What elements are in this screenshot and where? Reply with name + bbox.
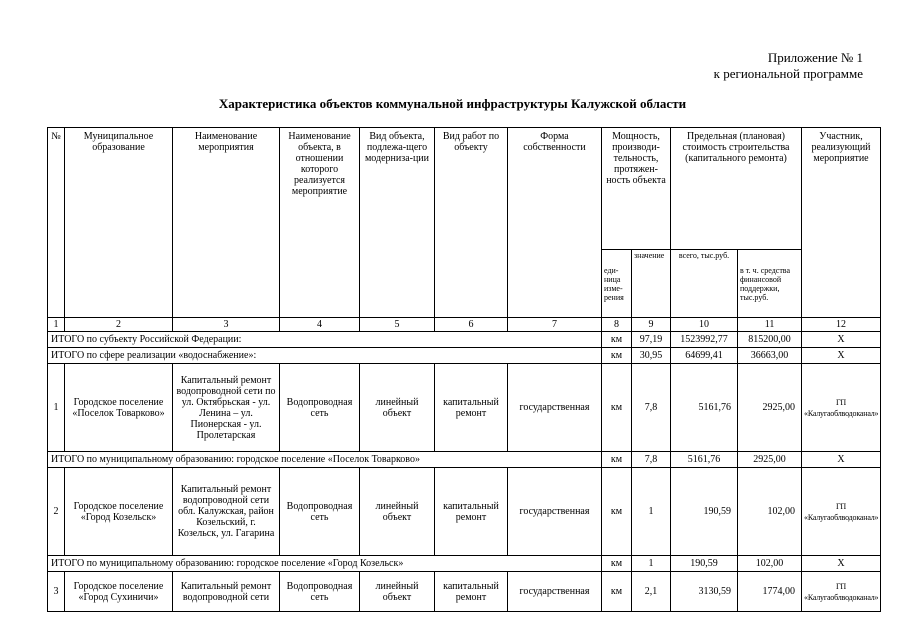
subtotal-unit: км — [602, 556, 632, 572]
summary-participant: X — [802, 348, 881, 364]
column-number: 1 — [48, 318, 65, 332]
item-object-name: Водопроводная сеть — [280, 364, 360, 452]
document-title: Характеристика объектов коммунальной инфраструктуры Калужской области — [218, 96, 687, 111]
item-num: 3 — [48, 572, 65, 612]
item-value: 1 — [632, 468, 671, 556]
item-work-type: капитальный ремонт — [435, 364, 508, 452]
subtotal-participant: X — [802, 452, 881, 468]
column-number: 6 — [435, 318, 508, 332]
table-row — [48, 364, 881, 452]
header-financial: в т. ч. средства финансовой поддержки, тыс.руб. — [738, 250, 802, 318]
subtotal-financial: 2925,00 — [738, 452, 802, 468]
summary-label: ИТОГО по сфере реализации «водоснабжение»: — [48, 348, 602, 364]
summary-total: 1523992,77 — [671, 332, 738, 348]
subtotal-row — [48, 556, 881, 572]
item-unit: км — [602, 572, 632, 612]
item-object-type: линейный объект — [360, 572, 435, 612]
item-total: 190,59 — [671, 468, 738, 556]
header-total: всего, тыс.руб. — [671, 250, 738, 318]
table-row — [48, 572, 881, 612]
header-unit: еди-ница изме-рения — [602, 250, 632, 318]
item-financial: 1774,00 — [738, 572, 802, 612]
summary-participant: X — [802, 332, 881, 348]
item-total: 3130,59 — [671, 572, 738, 612]
item-unit: км — [602, 364, 632, 452]
table-row — [48, 468, 881, 556]
summary-total: 64699,41 — [671, 348, 738, 364]
item-participant: ГП «Калугаоблводоканал» — [802, 468, 881, 556]
header-num: № — [48, 128, 65, 318]
subtotal-value: 7,8 — [632, 452, 671, 468]
header-object-type: Вид объекта, подлежа-щего модерниза-ции — [360, 128, 435, 318]
column-number: 3 — [173, 318, 280, 332]
item-ownership: государственная — [508, 364, 602, 452]
item-value: 2,1 — [632, 572, 671, 612]
header-work-type: Вид работ по объекту — [435, 128, 508, 318]
column-number: 8 — [602, 318, 632, 332]
summary-financial: 36663,00 — [738, 348, 802, 364]
item-financial: 2925,00 — [738, 364, 802, 452]
subtotal-unit: км — [602, 452, 632, 468]
header-municipality: Муниципальное образование — [65, 128, 173, 318]
item-participant: ГП «Калугаоблводоканал» — [802, 364, 881, 452]
item-unit: км — [602, 468, 632, 556]
item-participant: ГП «Калугаоблводоканал» — [802, 572, 881, 612]
summary-value: 97,19 — [632, 332, 671, 348]
column-numbers-row — [48, 318, 881, 332]
summary-row-region — [48, 332, 881, 348]
header-ownership: Форма собственности — [508, 128, 602, 318]
item-value: 7,8 — [632, 364, 671, 452]
column-number: 5 — [360, 318, 435, 332]
appendix-line-1: Приложение № 1 — [767, 50, 863, 65]
appendix-note — [714, 50, 863, 82]
item-num: 2 — [48, 468, 65, 556]
subtotal-row — [48, 452, 881, 468]
header-cost: Предельная (плановая) стоимость строительства (капитального ремонта) — [671, 128, 802, 250]
summary-unit: км — [602, 332, 632, 348]
infrastructure-table — [47, 127, 881, 612]
header-participant: Участник, реализующий мероприятие — [802, 128, 881, 318]
summary-value: 30,95 — [632, 348, 671, 364]
column-number: 9 — [632, 318, 671, 332]
item-measure: Капитальный ремонт водопроводной сети обл. Калужская, район Козельский, г. Козельск, ул. Гагарина — [173, 468, 280, 556]
item-object-name: Водопроводная сеть — [280, 572, 360, 612]
item-measure: Капитальный ремонт водопроводной сети по ул. Октябрьская - ул. Ленина – ул. Пионерская - ул. Пролетарская — [173, 364, 280, 452]
header-row — [48, 128, 881, 250]
subtotal-total: 5161,76 — [671, 452, 738, 468]
summary-row-water-supply — [48, 348, 881, 364]
subtotal-total: 190,59 — [671, 556, 738, 572]
column-number: 12 — [802, 318, 881, 332]
appendix-line-2: к региональной программе — [713, 66, 863, 81]
column-number: 7 — [508, 318, 602, 332]
summary-unit: км — [602, 348, 632, 364]
item-ownership: государственная — [508, 572, 602, 612]
item-total: 5161,76 — [671, 364, 738, 452]
column-number: 2 — [65, 318, 173, 332]
header-capacity: Мощность, производи-тельность, протяжен-ность объекта — [602, 128, 671, 250]
summary-label: ИТОГО по субъекту Российской Федерации: — [48, 332, 602, 348]
item-municipality: Городское поселение «Поселок Товарково» — [65, 364, 173, 452]
subtotal-label: ИТОГО по муниципальному образованию: городское поселение «Поселок Товарково» — [48, 452, 602, 468]
item-ownership: государственная — [508, 468, 602, 556]
item-work-type: капитальный ремонт — [435, 468, 508, 556]
item-object-type: линейный объект — [360, 364, 435, 452]
subtotal-financial: 102,00 — [738, 556, 802, 572]
item-work-type: капитальный ремонт — [435, 572, 508, 612]
header-object-name: Наименование объекта, в отношении которого реализуется мероприятие — [280, 128, 360, 318]
item-num: 1 — [48, 364, 65, 452]
item-municipality: Городское поселение «Город Козельск» — [65, 468, 173, 556]
subtotal-value: 1 — [632, 556, 671, 572]
summary-financial: 815200,00 — [738, 332, 802, 348]
column-number: 10 — [671, 318, 738, 332]
column-number: 4 — [280, 318, 360, 332]
header-measure: Наименование мероприятия — [173, 128, 280, 318]
item-municipality: Городское поселение «Город Сухиничи» — [65, 572, 173, 612]
item-object-type: линейный объект — [360, 468, 435, 556]
item-object-name: Водопроводная сеть — [280, 468, 360, 556]
item-financial: 102,00 — [738, 468, 802, 556]
subtotal-label: ИТОГО по муниципальному образованию: городское поселение «Город Козельск» — [48, 556, 602, 572]
item-measure: Капитальный ремонт водопроводной сети — [173, 572, 280, 612]
subtotal-participant: X — [802, 556, 881, 572]
header-value: значение — [632, 250, 671, 318]
column-number: 11 — [738, 318, 802, 332]
